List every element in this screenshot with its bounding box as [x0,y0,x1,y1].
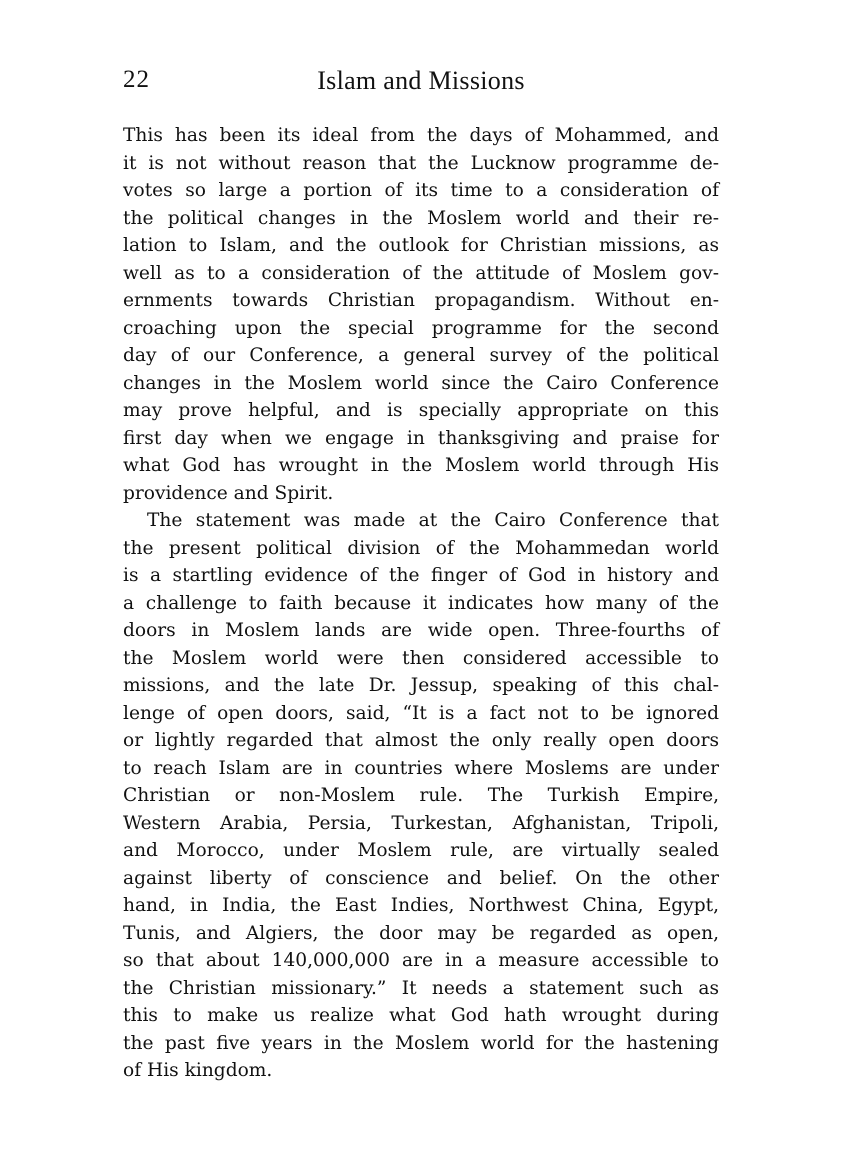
text-line: what God has wrought in the Moslem world through His [123,455,719,476]
text-line: of His kingdom. [123,1060,273,1081]
text-line: The statement was made at the Cairo Conference that [147,510,719,531]
text-line: the past five years in the Moslem world for the hastening [123,1032,719,1054]
text-line: so that about 140,000,000 are in a measure accessible to [123,950,719,971]
text-line: the Christian missionary.” It needs a statement such as [123,977,719,999]
text-line: is a startling evidence of the finger of God in history and [123,565,719,586]
text-line: hand, in India, the East Indies, Northwest China, Egypt, [123,895,719,916]
text-line: ernments towards Christian propagandism. Without en- [123,290,719,311]
text-line: the present political division of the Mohammedan world [123,537,719,559]
text-line: a challenge to faith because it indicates how many of the [123,592,719,614]
paragraph [123,507,719,1085]
text-line: well as to a consideration of the attitude of Moslem gov- [123,262,719,284]
text-line: the political changes in the Moslem world and their re- [123,207,719,229]
text-line: first day when we engage in thanksgiving and praise for [123,427,719,449]
text-line: lation to Islam, and the outlook for Christian missions, as [123,235,719,256]
text-line: missions, and the late Dr. Jessup, speaking of this chal- [123,675,719,696]
text-line: it is not without reason that the Lucknow programme de- [123,152,719,174]
text-line: Tunis, and Algiers, the door may be regarded as open, [123,922,719,944]
text-line: lenge of open doors, said, “It is a fact not to be ignored [123,702,719,724]
text-line: this to make us realize what God hath wrought during [123,1005,719,1026]
paragraph [123,122,719,507]
running-title: Islam and Missions [317,66,525,95]
text-line: or lightly regarded that almost the only really open doors [123,730,719,751]
page-number: 22 [123,66,150,93]
text-line: doors in Moslem lands are wide open. Three-fourths of [123,620,719,641]
text-line: Christian or non-Moslem rule. The Turkish Empire, [123,785,719,806]
text-line: Western Arabia, Persia, Turkestan, Afghanistan, Tripoli, [123,812,719,834]
text-line: against liberty of conscience and belief. On the other [123,867,719,889]
text-line: croaching upon the special programme for the second [123,317,719,339]
text-line: the Moslem world were then considered accessible to [123,647,719,669]
text-line: and Morocco, under Moslem rule, are virtually sealed [123,840,719,861]
text-line: This has been its ideal from the days of Mohammed, and [123,125,719,146]
body-text [123,122,719,1085]
text-line: changes in the Moslem world since the Cairo Conference [123,372,719,394]
text-line: day of our Conference, a general survey of the political [123,345,719,366]
text-line: to reach Islam are in countries where Moslems are under [123,757,719,779]
running-head [123,66,719,106]
text-line: votes so large a portion of its time to a consideration of [123,180,719,201]
text-line: may prove helpful, and is specially appropriate on this [123,400,719,421]
text-line: providence and Spirit. [123,482,334,504]
